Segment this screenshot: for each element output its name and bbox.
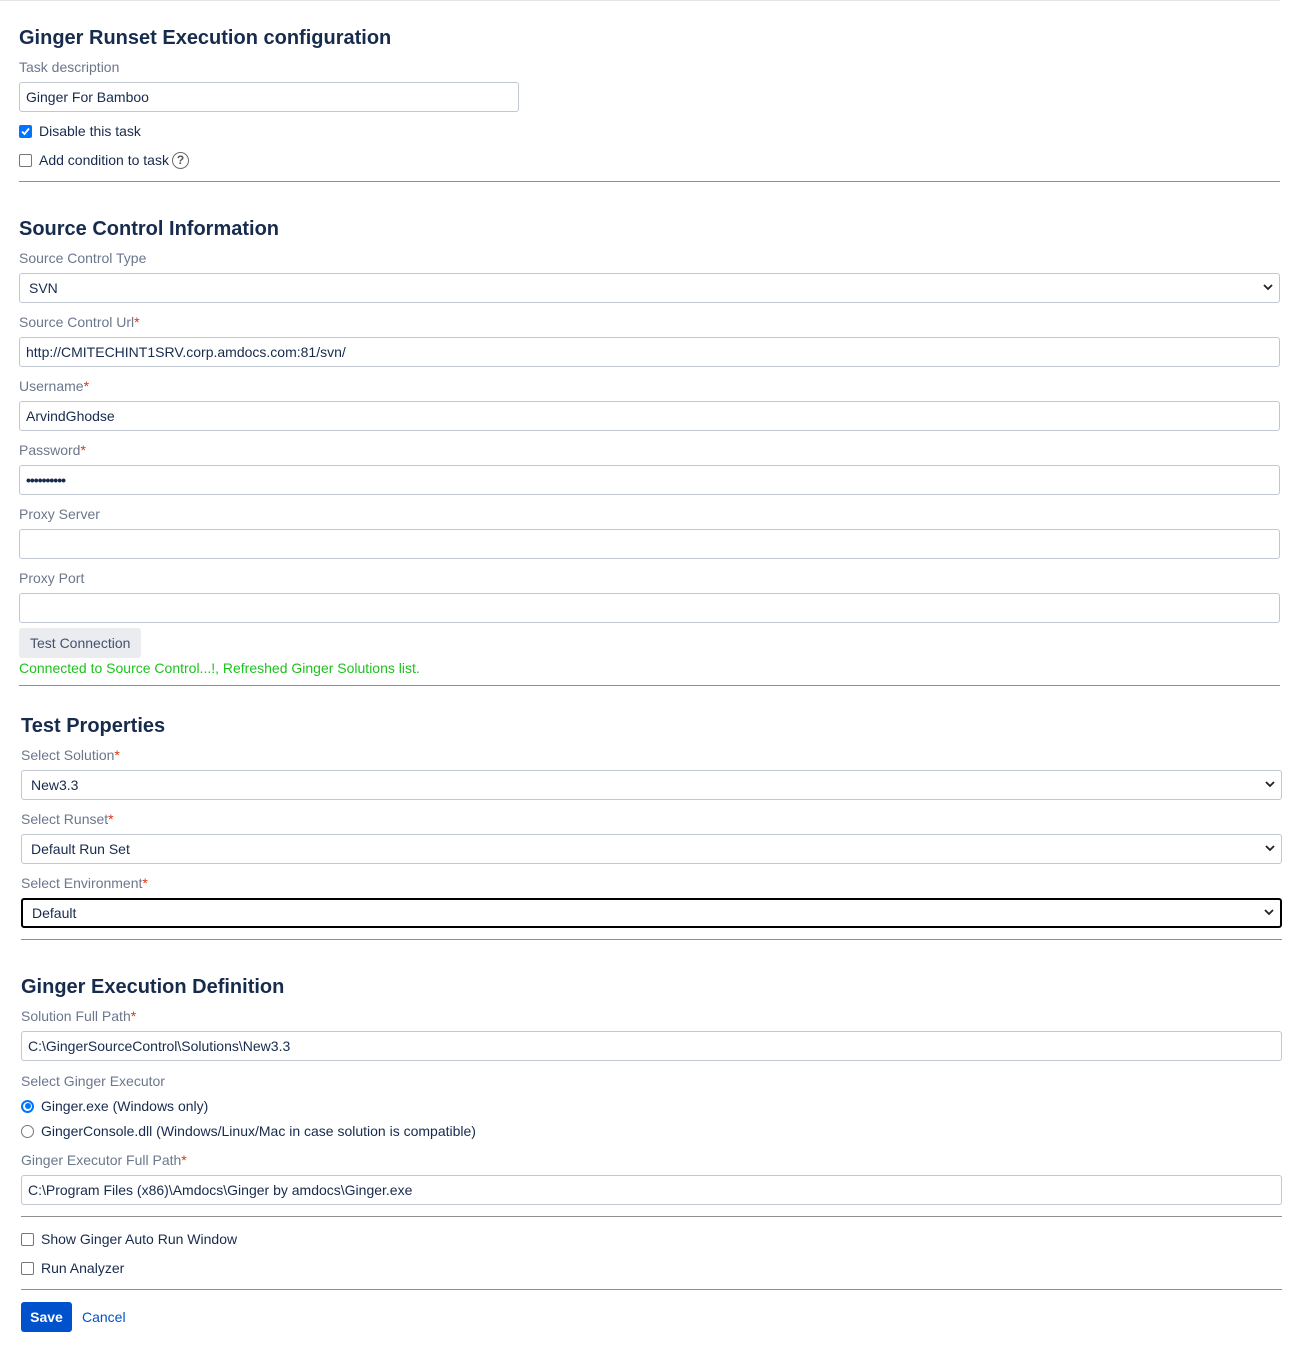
chevron-down-icon xyxy=(1265,780,1275,788)
select-environment-value: Default xyxy=(32,905,77,921)
divider xyxy=(21,1216,1282,1217)
select-runset-dropdown[interactable] xyxy=(21,834,1282,864)
help-icon[interactable]: ? xyxy=(172,152,189,169)
add-condition-label: Add condition to task xyxy=(39,152,169,168)
executor-option-ginger-console[interactable] xyxy=(21,1122,476,1140)
executor-radio-ginger-console[interactable] xyxy=(21,1125,34,1138)
password-input[interactable]: •••••••••• xyxy=(19,465,1280,495)
save-button[interactable]: Save xyxy=(21,1302,72,1332)
task-description-label: Task description xyxy=(19,59,120,75)
add-condition-checkbox-row[interactable] xyxy=(19,151,189,169)
test-connection-button[interactable]: Test Connection xyxy=(19,628,141,658)
divider xyxy=(21,1289,1282,1290)
divider xyxy=(19,685,1280,686)
add-condition-checkbox[interactable] xyxy=(19,154,32,167)
disable-task-checkbox-row[interactable] xyxy=(19,122,141,140)
executor-option-ginger-exe[interactable] xyxy=(21,1097,208,1115)
password-label: Password* xyxy=(19,442,86,458)
executor-full-path-input[interactable]: C:\Program Files (x86)\Amdocs\Ginger by amdocs\Ginger.exe xyxy=(21,1175,1282,1205)
section-title-test-properties: Test Properties xyxy=(21,715,166,737)
executor-option-label: GingerConsole.dll (Windows/Linux/Mac in case solution is compatible) xyxy=(41,1123,476,1139)
select-solution-value: New3.3 xyxy=(31,777,79,793)
executor-full-path-label: Ginger Executor Full Path* xyxy=(21,1152,187,1168)
divider xyxy=(19,181,1280,182)
run-analyzer-label: Run Analyzer xyxy=(41,1260,125,1276)
source-control-url-input[interactable]: http://CMITECHINT1SRV.corp.amdocs.com:81/svn/ xyxy=(19,337,1280,367)
source-control-type-select[interactable] xyxy=(19,273,1280,303)
connection-status-message: Connected to Source Control...!, Refreshed Ginger Solutions list. xyxy=(19,660,420,676)
select-environment-label: Select Environment* xyxy=(21,875,148,891)
show-auto-run-label: Show Ginger Auto Run Window xyxy=(41,1231,238,1247)
select-environment-dropdown[interactable] xyxy=(21,898,1282,928)
section-title-runset-config: Ginger Runset Execution configuration xyxy=(19,27,392,49)
solution-full-path-input[interactable]: C:\GingerSourceControl\Solutions\New3.3 xyxy=(21,1031,1282,1061)
show-auto-run-checkbox-row[interactable] xyxy=(21,1230,237,1248)
select-solution-label: Select Solution* xyxy=(21,747,120,763)
chevron-down-icon xyxy=(1264,908,1274,916)
solution-full-path-label: Solution Full Path* xyxy=(21,1008,137,1024)
username-label: Username* xyxy=(19,378,90,394)
select-runset-label: Select Runset* xyxy=(21,811,114,827)
section-title-source-control: Source Control Information xyxy=(19,218,279,240)
executor-radio-ginger-exe[interactable] xyxy=(21,1100,34,1113)
select-ginger-executor-label: Select Ginger Executor xyxy=(21,1073,165,1089)
run-analyzer-checkbox-row[interactable] xyxy=(21,1259,124,1277)
proxy-server-input[interactable] xyxy=(19,529,1280,559)
source-control-url-label: Source Control Url* xyxy=(19,314,140,330)
select-solution-dropdown[interactable] xyxy=(21,770,1282,800)
checkmark-icon xyxy=(21,127,30,136)
chevron-down-icon xyxy=(1265,844,1275,852)
show-auto-run-checkbox[interactable] xyxy=(21,1233,34,1246)
source-control-type-label: Source Control Type xyxy=(19,250,147,266)
section-title-execution-definition: Ginger Execution Definition xyxy=(21,976,285,998)
select-runset-value: Default Run Set xyxy=(31,841,130,857)
source-control-type-value: SVN xyxy=(29,280,58,296)
proxy-port-input[interactable] xyxy=(19,593,1280,623)
proxy-port-label: Proxy Port xyxy=(19,570,85,586)
disable-task-checkbox[interactable] xyxy=(19,125,32,138)
proxy-server-label: Proxy Server xyxy=(19,506,100,522)
run-analyzer-checkbox[interactable] xyxy=(21,1262,34,1275)
task-description-input[interactable]: Ginger For Bamboo xyxy=(19,82,519,112)
divider xyxy=(21,939,1282,940)
cancel-link[interactable]: Cancel xyxy=(82,1309,126,1325)
executor-option-label: Ginger.exe (Windows only) xyxy=(41,1098,209,1114)
disable-task-label: Disable this task xyxy=(39,123,141,139)
top-divider xyxy=(0,0,1280,1)
chevron-down-icon xyxy=(1263,283,1273,291)
username-input[interactable]: ArvindGhodse xyxy=(19,401,1280,431)
